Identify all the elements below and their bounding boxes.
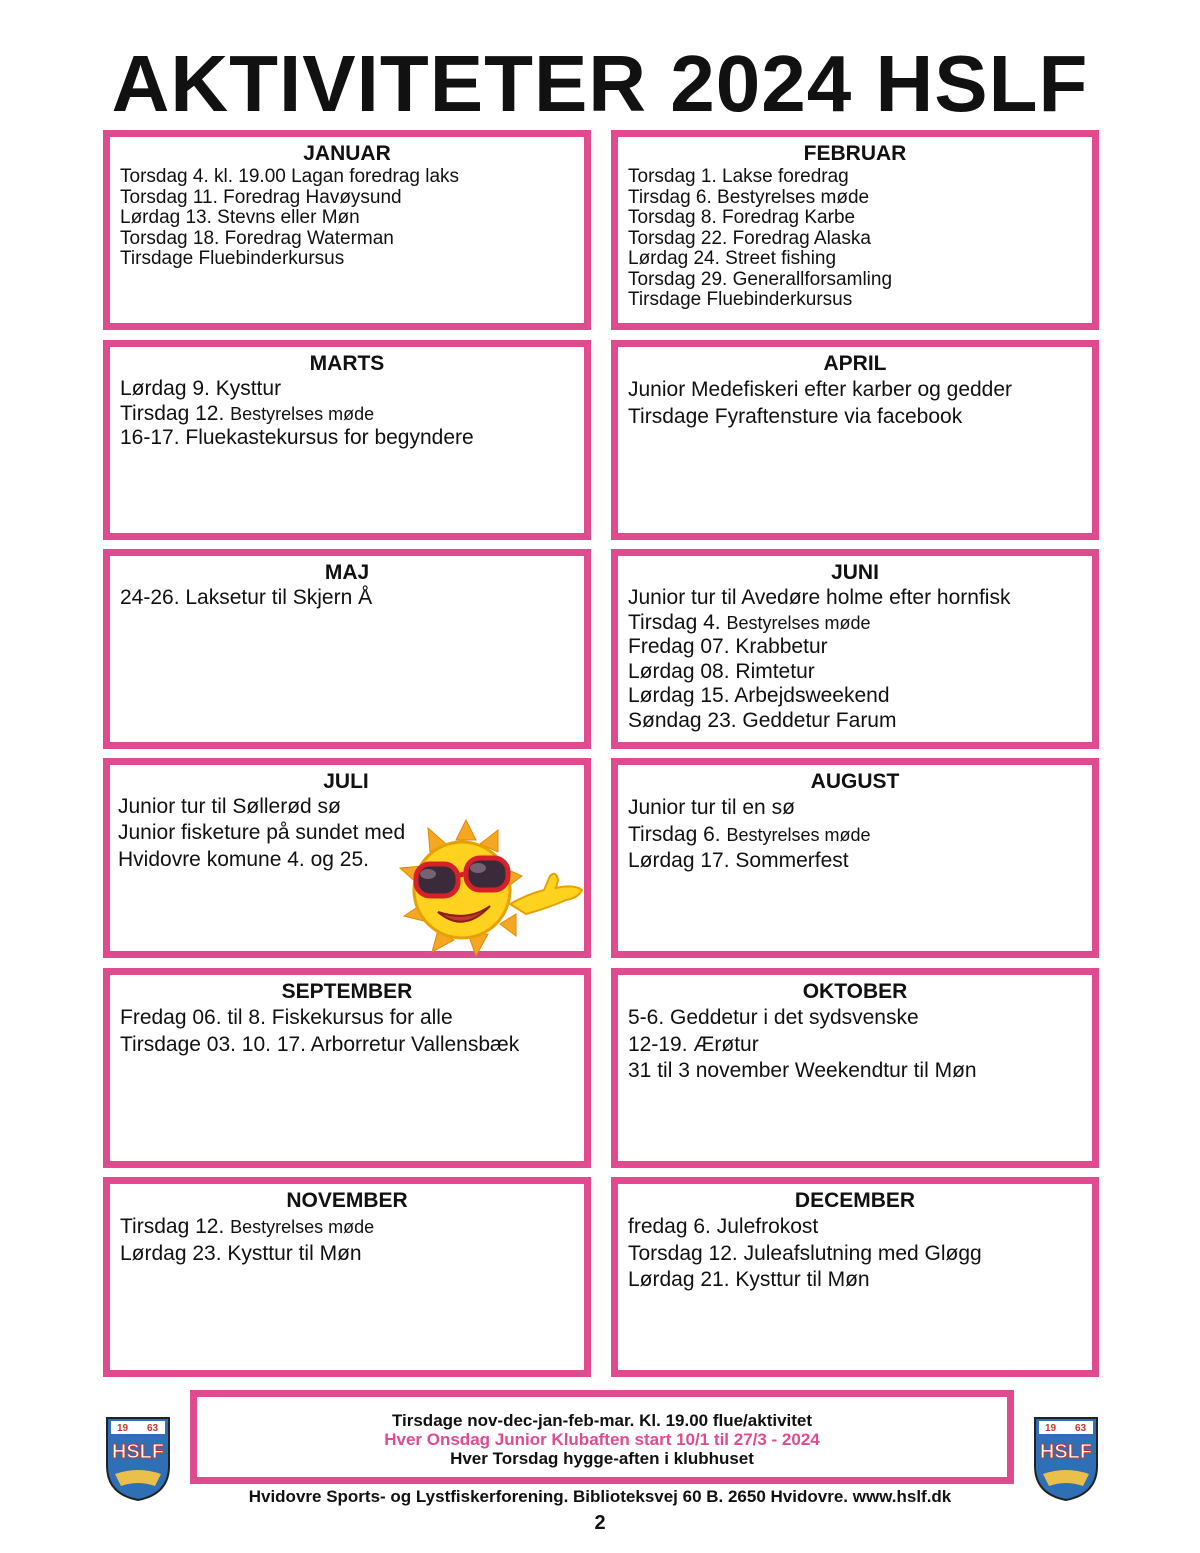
event-line: Torsdag 12. Juleafslutning med Gløgg: [628, 1241, 982, 1265]
event-line: 31 til 3 november Weekendtur til Møn: [628, 1059, 977, 1082]
event-text: Bestyrelses møde: [230, 403, 375, 424]
event-line: Søndag 23. Geddetur Farum: [628, 708, 897, 732]
month-name: SEPTEMBER: [281, 980, 413, 1003]
month-name: OKTOBER: [802, 980, 908, 1003]
page-title: AKTIVITETER 2024 HSLF: [111, 39, 1089, 128]
event-line: Tirsdage Fluebinderkursus: [120, 248, 345, 269]
month-box-april: [611, 340, 1099, 540]
month-box-februar: [611, 130, 1099, 330]
event-line: 24-26. Laksetur til Skjern Å: [120, 586, 373, 609]
event-line: Tirsdage Fluebinderkursus: [628, 289, 853, 310]
month-box-juni: [611, 549, 1099, 749]
event-text: Bestyrelses møde: [726, 612, 871, 633]
event-line: Tirsdage Fyraftensture via facebook: [628, 404, 963, 428]
month-box-marts: [103, 340, 591, 540]
month-name: JULI: [323, 770, 369, 793]
event-date: Tirsdag 12.: [120, 1215, 225, 1238]
event-line: Lørdag 21. Kysttur til Møn: [628, 1268, 870, 1291]
month-box-januar: [103, 130, 591, 330]
month-name: JUNI: [831, 561, 879, 584]
event-line: Junior fisketure på sundet med: [118, 821, 406, 844]
event-line: Tirsdage 03. 10. 17. Arborretur Vallensbæk: [120, 1032, 520, 1056]
event-line: Torsdag 18. Foredrag Waterman: [120, 227, 394, 249]
logo-year-left: 19: [117, 1423, 129, 1434]
event-line: Junior tur til Avedøre holme efter hornfisk: [628, 586, 1011, 609]
info-box: [190, 1390, 1014, 1484]
month-box-december: [611, 1177, 1099, 1377]
event-line: Torsdag 22. Foredrag Alaska: [628, 227, 871, 249]
event-line: Hvidovre komune 4. og 25.: [118, 848, 369, 871]
event-date: Tirsdag 4.: [628, 610, 721, 634]
footer-address: Hvidovre Sports- og Lystfiskerforening. Biblioteksvej 60 B. 2650 Hvidovre. www.hslf.dk: [248, 1487, 952, 1506]
month-name: MAJ: [324, 561, 370, 584]
month-name: JANUAR: [303, 142, 391, 165]
event-line: Lørdag 13. Stevns eller Møn: [120, 207, 360, 228]
event-line: 12-19. Ærøtur: [628, 1032, 759, 1056]
logo-year-left: 19: [1045, 1423, 1057, 1434]
event-line: Lørdag 9. Kysttur: [120, 377, 282, 400]
event-line: [628, 611, 1082, 636]
page-number: 2: [594, 1512, 606, 1534]
event-line: Torsdag 11. Foredrag Havøysund: [120, 186, 402, 208]
event-line: [628, 822, 1082, 849]
event-line: Fredag 07. Krabbetur: [628, 635, 828, 658]
info-line-tuesday: Tirsdage nov-dec-jan-feb-mar. Kl. 19.00 flue/aktivitet: [391, 1411, 813, 1430]
event-line: Lørdag 08. Rimtetur: [628, 659, 815, 683]
event-text: Bestyrelses møde: [726, 824, 871, 845]
event-line: Torsdag 29. Generallforsamling: [628, 268, 893, 290]
event-line: [120, 1214, 574, 1241]
event-line: Lørdag 23. Kysttur til Møn: [120, 1241, 362, 1265]
event-line: 5-6. Geddetur i det sydsvenske: [628, 1006, 919, 1029]
month-name: MARTS: [309, 352, 385, 375]
event-date: Tirsdag 6.: [628, 822, 721, 846]
event-line: Fredag 06. til 8. Fiskekursus for alle: [120, 1006, 453, 1029]
event-line: 16-17. Fluekastekursus for begyndere: [120, 426, 474, 449]
info-line-thursday: Hver Torsdag hygge-aften i klubhuset: [450, 1449, 754, 1468]
logo-year-right: 63: [147, 1423, 159, 1434]
month-box-maj: [103, 549, 591, 749]
month-box-oktober: [611, 968, 1099, 1168]
event-line: [120, 402, 574, 427]
month-name: FEBRUAR: [803, 142, 907, 165]
waving-hand-icon: [510, 874, 582, 914]
event-line: fredag 6. Julefrokost: [628, 1215, 819, 1238]
logo-year-right: 63: [1075, 1423, 1087, 1434]
month-box-november: [103, 1177, 591, 1377]
event-line: Junior tur til Søllerød sø: [118, 795, 341, 818]
event-line: Torsdag 4. kl. 19.00 Lagan foredrag laks: [120, 166, 460, 187]
event-date: Tirsdag 12.: [120, 401, 225, 425]
month-box-august: [611, 758, 1099, 958]
sun-with-sunglasses-illustration: [398, 818, 588, 958]
event-line: Torsdag 1. Lakse foredrag: [628, 166, 849, 187]
month-name: NOVEMBER: [286, 1189, 408, 1212]
month-name: APRIL: [823, 352, 887, 375]
month-name: AUGUST: [810, 770, 900, 793]
month-box-september: [103, 968, 591, 1168]
event-text: Bestyrelses møde: [230, 1217, 375, 1237]
event-line: Lørdag 15. Arbejdsweekend: [628, 684, 890, 707]
event-line: Torsdag 8. Foredrag Karbe: [628, 207, 856, 228]
event-line: Tirsdag 6. Bestyrelses møde: [628, 186, 870, 208]
event-line: Junior Medefiskeri efter karber og gedder: [628, 378, 1013, 401]
event-line: Junior tur til en sø: [628, 796, 795, 819]
event-line: Lørdag 17. Sommerfest: [628, 849, 849, 872]
event-line: Lørdag 24. Street fishing: [628, 248, 837, 269]
month-name: DECEMBER: [794, 1189, 916, 1212]
info-line-wednesday: Hver Onsdag Junior Klubaften start 10/1 til 27/3 - 2024: [384, 1430, 820, 1449]
logo-text: HSLF: [111, 1441, 165, 1463]
logo-text: HSLF: [1039, 1441, 1093, 1463]
